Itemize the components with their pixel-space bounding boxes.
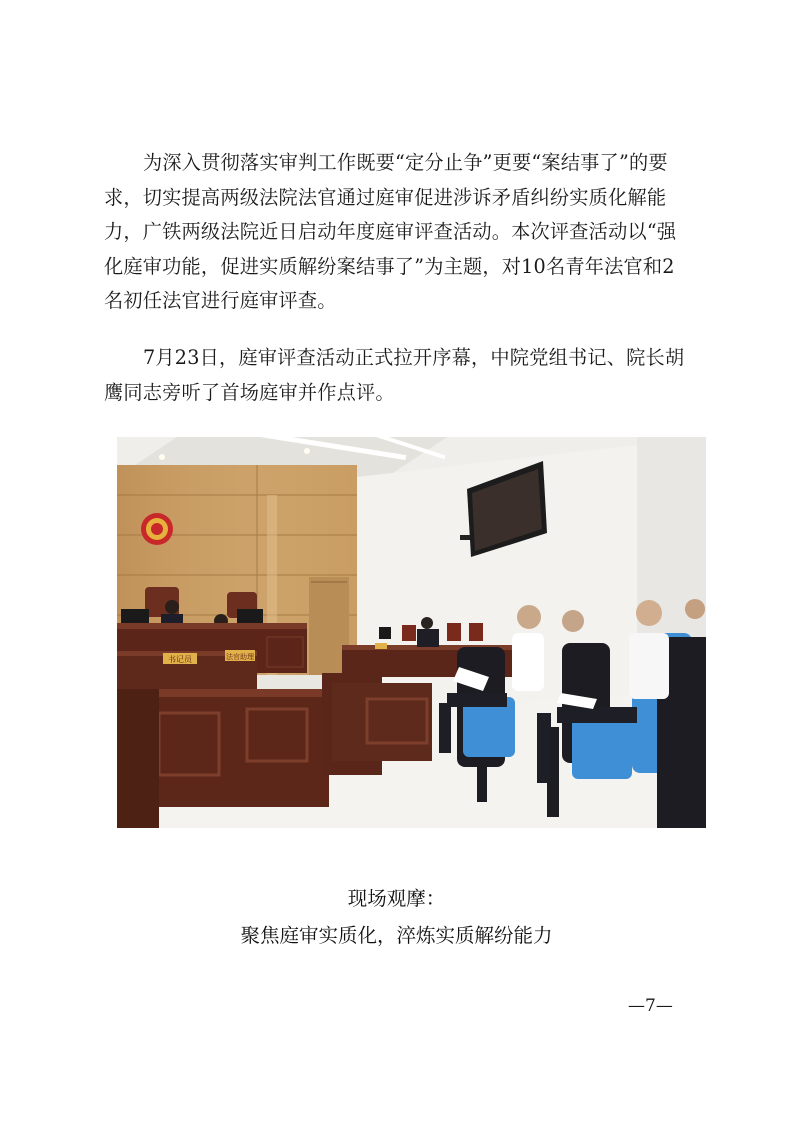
page-number: —7—: [628, 996, 673, 1016]
caption-subtitle: 聚焦庭审实质化，淬炼实质解纷能力: [240, 924, 553, 947]
courtroom-illustration: [117, 437, 706, 828]
assistant-sign: [225, 650, 255, 661]
clerk-sign-text: 书记员: [168, 655, 192, 664]
paragraph-2: 7月23日，庭审评查活动正式拉开序幕，中院党组书记、院长胡鹰同志旁听了首场庭审并作点评。: [104, 346, 685, 404]
caption-title: 现场观摩：: [347, 887, 446, 910]
clerk-sign: [163, 653, 197, 664]
paragraph-1: 为深入贯彻落实审判工作既要“定分止争”更要“案结事了”的要求，切实提高两级法院法官通过庭审促进涉诉矛盾纠纷实质化解能力，广铁两级法院近日启动年度庭审评查活动。本次评查活动以“强化庭审功能，促进实质解纷案结事了”为主题，对10名青年法官和2名初任法官进行庭审评查。: [104, 151, 677, 313]
assistant-sign-text: 法官助理: [226, 653, 254, 661]
courtroom-photo: [117, 437, 706, 828]
